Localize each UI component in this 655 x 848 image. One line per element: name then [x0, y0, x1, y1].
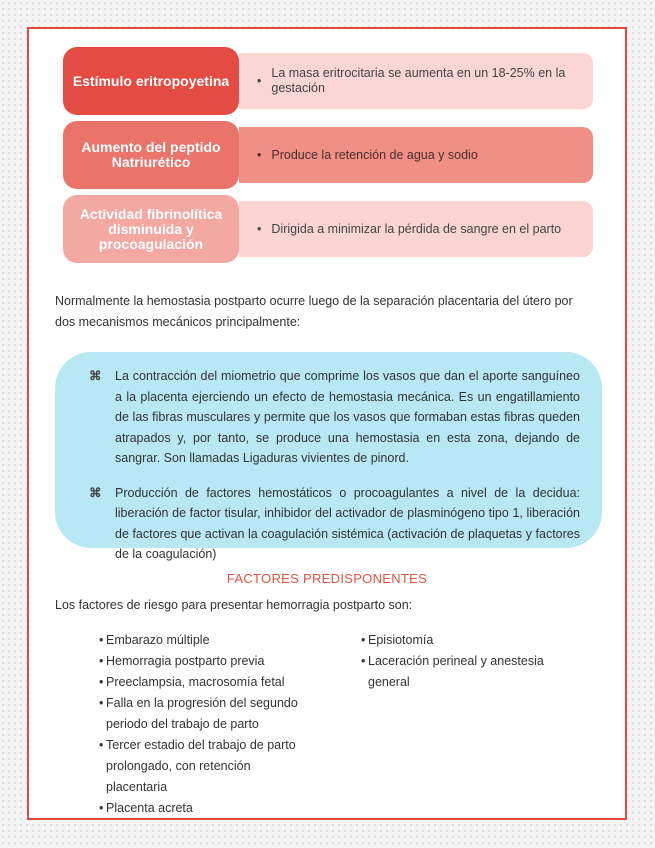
row-eritropoyetina: [63, 47, 593, 115]
row-description: [239, 53, 593, 109]
factors-list-right: [361, 630, 571, 693]
mechanism-text: La contracción del miometrio que comprime los vasos que dan el aporte sanguíneo a la placenta ejerciendo un efecto de hemostasia mecánica. Es un engatillamiento de las fibras musculares y permite que los vasos que formaban estas fibras queden atrapados y, por tanto, se produce una hemostasia en esta zona, dejando de sangrar. Son llamadas Ligaduras vivientes de pinord.: [115, 369, 580, 465]
row-title: Actividad fibrinolítica disminuida y procoagulación: [63, 195, 239, 263]
list-item: • Hemorragia postparto previa: [99, 654, 265, 668]
list-item: • Preeclampsia, macrosomía fetal: [99, 675, 285, 689]
bullet: •: [257, 147, 262, 162]
row-text: Produce la retención de agua y sodio: [271, 147, 478, 162]
mechanism-text: Producción de factores hemostáticos o procoagulantes a nivel de la decidua: liberación de factor tisular, inhibidor del activador de plasminógeno tipo 1, liberación de factores que activan la coagulación sistémica (activación de plaquetas y factores de la coagulación): [115, 485, 580, 561]
factors-intro: Los factores de riesgo para presentar hemorragia postparto son:: [55, 598, 413, 612]
list-item: • Placenta acreta: [99, 801, 193, 815]
command-icon: ⌘: [89, 369, 102, 383]
list-item: • Laceración perineal y anestesia general: [361, 654, 544, 689]
row-peptido: [63, 121, 593, 189]
list-item: • Falla en la progresión del segundo periodo del trabajo de parto: [99, 696, 298, 731]
mechanism-item: [89, 366, 580, 469]
row-title: Aumento del peptido Natriurético: [63, 121, 239, 189]
bullet: •: [257, 221, 262, 236]
page-frame: [27, 27, 627, 820]
row-text: Dirigida a minimizar la pérdida de sangre en el parto: [271, 221, 562, 236]
bullet: •: [257, 73, 262, 88]
row-description: [239, 201, 593, 257]
row-description: [239, 127, 593, 183]
intro-paragraph: Normalmente la hemostasia postparto ocurre luego de la separación placentaria del útero por dos mecanismos mecánicos principalmente:: [55, 294, 573, 329]
row-text: La masa eritrocitaria se aumenta en un 18-25% en la gestación: [271, 66, 566, 95]
factors-list-left: [99, 630, 309, 819]
row-fibrinolitica: [63, 195, 593, 263]
command-icon: ⌘: [89, 485, 102, 500]
section-heading: FACTORES PREDISPONENTES: [226, 571, 428, 586]
row-title: Estímulo eritropoyetina: [63, 47, 239, 115]
mechanism-item: [89, 483, 580, 565]
mechanisms-box: [55, 352, 602, 561]
list-item: • Embarazo múltiple: [99, 633, 210, 647]
list-item: • Tercer estadio del trabajo de parto prolongado, con retención placentaria: [99, 738, 296, 794]
list-item: • Episiotomía: [361, 633, 434, 647]
